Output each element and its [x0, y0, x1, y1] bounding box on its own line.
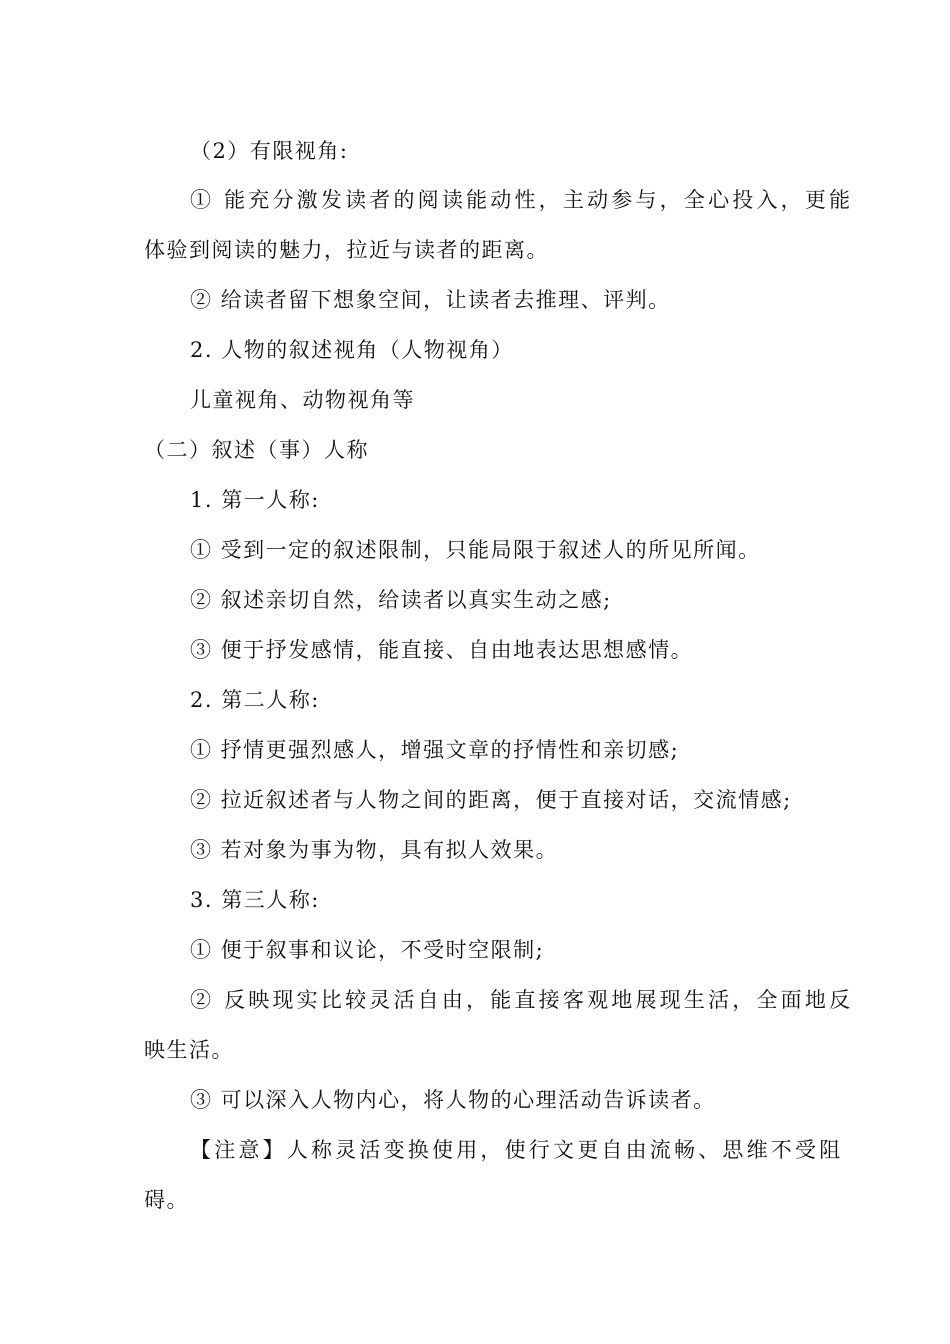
paragraph-line: ② 拉近叙述者与人物之间的距离，便于直接对话，交流情感;: [190, 788, 792, 812]
paragraph-line: ② 反映现实比较灵活自由，能直接客观地展现生活，全面地反: [190, 988, 854, 1012]
paragraph-line: ③ 便于抒发感情，能直接、自由地表达思想感情。: [190, 638, 694, 662]
heading-second-person: 2. 第二人称:: [190, 688, 320, 712]
paragraph-line: 体验到阅读的魅力，拉近与读者的距离。: [144, 238, 549, 262]
heading-character-perspective: 2. 人物的叙述视角（人物视角）: [190, 338, 514, 362]
paragraph-line: 儿童视角、动物视角等: [190, 388, 415, 412]
heading-limited-perspective: （2）有限视角:: [190, 139, 349, 163]
paragraph-line: ① 便于叙事和议论，不受时空限制;: [190, 938, 545, 962]
paragraph-line: ③ 可以深入人物内心，将人物的心理活动告诉读者。: [190, 1088, 716, 1112]
paragraph-line: ② 叙述亲切自然，给读者以真实生动之感;: [190, 588, 612, 612]
paragraph-line: ① 能充分激发读者的阅读能动性，主动参与，全心投入，更能: [190, 188, 854, 212]
section-heading-narrative-person: （二）叙述（事）人称: [144, 438, 369, 462]
paragraph-line: 映生活。: [144, 1038, 234, 1062]
heading-first-person: 1. 第一人称:: [190, 488, 320, 512]
note-paragraph-line: 【注意】人称灵活变换使用，使行文更自由流畅、思维不受阻: [190, 1138, 844, 1162]
note-paragraph-line: 碍。: [144, 1188, 189, 1212]
paragraph-line: ③ 若对象为事为物，具有拟人效果。: [190, 838, 559, 862]
paragraph-line: ① 抒情更强烈感人，增强文章的抒情性和亲切感;: [190, 738, 680, 762]
paragraph-line: ① 受到一定的叙述限制，只能局限于叙述人的所见所闻。: [190, 538, 761, 562]
paragraph-line: ② 给读者留下想象空间，让读者去推理、评判。: [190, 288, 671, 312]
heading-third-person: 3. 第三人称:: [190, 888, 320, 912]
